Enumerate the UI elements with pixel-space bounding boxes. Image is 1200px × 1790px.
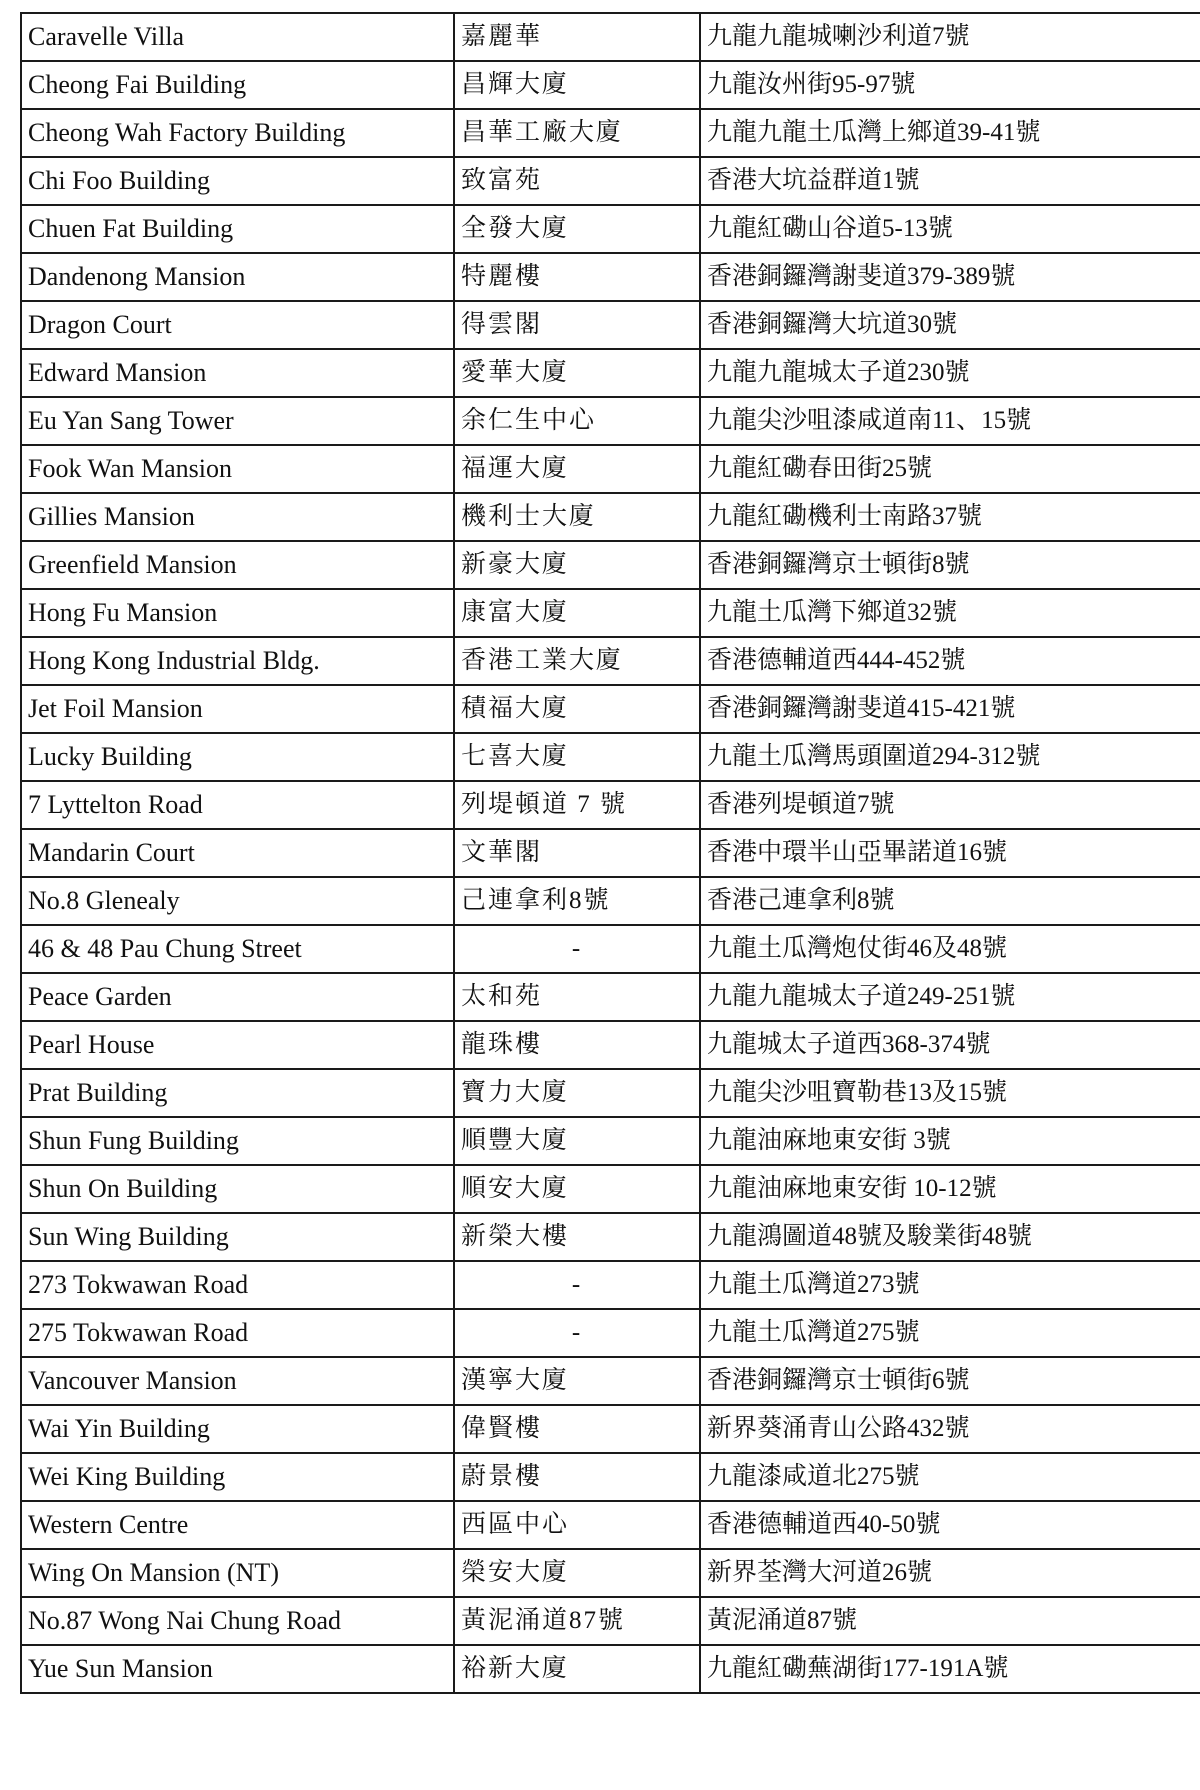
building-name-english: 275 Tokwawan Road (21, 1309, 454, 1357)
building-address: 香港中環半山亞畢諾道16號 (700, 829, 1200, 877)
table-row (21, 1069, 1200, 1117)
table-row (21, 1117, 1200, 1165)
building-address: 九龍油麻地東安街 10-12號 (700, 1165, 1200, 1213)
building-name-english: Fook Wan Mansion (21, 445, 454, 493)
building-name-chinese: 漢寧大廈 (454, 1357, 700, 1405)
building-address: 香港銅鑼灣謝斐道379-389號 (700, 253, 1200, 301)
table-row (21, 205, 1200, 253)
building-name-english: Western Centre (21, 1501, 454, 1549)
building-address: 九龍土瓜灣下鄉道32號 (700, 589, 1200, 637)
building-address: 九龍漆咸道北275號 (700, 1453, 1200, 1501)
table-row (21, 1597, 1200, 1645)
building-name-english: 7 Lyttelton Road (21, 781, 454, 829)
table-row (21, 1645, 1200, 1693)
table-row (21, 397, 1200, 445)
building-name-english: Chuen Fat Building (21, 205, 454, 253)
building-address: 黃泥涌道87號 (700, 1597, 1200, 1645)
building-name-chinese: 己連拿利8號 (454, 877, 700, 925)
building-name-chinese: 蔚景樓 (454, 1453, 700, 1501)
building-name-english: Shun On Building (21, 1165, 454, 1213)
table-row (21, 1021, 1200, 1069)
table-row (21, 1549, 1200, 1597)
building-address: 香港銅鑼灣謝斐道415-421號 (700, 685, 1200, 733)
building-name-chinese: 太和苑 (454, 973, 700, 1021)
table-row (21, 781, 1200, 829)
building-name-chinese: 西區中心 (454, 1501, 700, 1549)
table-row (21, 589, 1200, 637)
table-row (21, 301, 1200, 349)
building-address: 香港大坑益群道1號 (700, 157, 1200, 205)
building-address: 九龍土瓜灣炮仗街46及48號 (700, 925, 1200, 973)
building-address: 九龍紅磡機利士南路37號 (700, 493, 1200, 541)
building-name-english: Sun Wing Building (21, 1213, 454, 1261)
building-name-chinese: 七喜大廈 (454, 733, 700, 781)
building-address: 九龍尖沙咀寶勒巷13及15號 (700, 1069, 1200, 1117)
table-row (21, 109, 1200, 157)
building-name-chinese: 積福大廈 (454, 685, 700, 733)
building-address: 九龍紅磡山谷道5-13號 (700, 205, 1200, 253)
building-address: 九龍紅磡蕪湖街177-191A號 (700, 1645, 1200, 1693)
table-row (21, 349, 1200, 397)
table-row (21, 973, 1200, 1021)
table-row (21, 541, 1200, 589)
building-address: 香港己連拿利8號 (700, 877, 1200, 925)
building-name-english: Eu Yan Sang Tower (21, 397, 454, 445)
building-name-english: Greenfield Mansion (21, 541, 454, 589)
table-body (21, 13, 1200, 1693)
building-name-chinese: 新榮大樓 (454, 1213, 700, 1261)
table-row (21, 157, 1200, 205)
table-row (21, 829, 1200, 877)
table-row (21, 13, 1200, 61)
building-name-english: Peace Garden (21, 973, 454, 1021)
building-address: 香港銅鑼灣京士頓街8號 (700, 541, 1200, 589)
building-name-english: 273 Tokwawan Road (21, 1261, 454, 1309)
building-address: 九龍汝州街95-97號 (700, 61, 1200, 109)
table-row (21, 685, 1200, 733)
building-address: 香港列堤頓道7號 (700, 781, 1200, 829)
table-row (21, 253, 1200, 301)
building-name-english: Cheong Fai Building (21, 61, 454, 109)
building-name-english: Vancouver Mansion (21, 1357, 454, 1405)
building-name-chinese: - (454, 925, 700, 973)
building-name-chinese: - (454, 1261, 700, 1309)
building-name-english: Prat Building (21, 1069, 454, 1117)
table-row (21, 925, 1200, 973)
table-row (21, 1309, 1200, 1357)
building-name-chinese: 特麗樓 (454, 253, 700, 301)
building-name-chinese: 昌輝大廈 (454, 61, 700, 109)
table-row (21, 61, 1200, 109)
building-name-chinese: 裕新大廈 (454, 1645, 700, 1693)
building-name-english: No.87 Wong Nai Chung Road (21, 1597, 454, 1645)
table-row (21, 445, 1200, 493)
building-address: 九龍土瓜灣馬頭圍道294-312號 (700, 733, 1200, 781)
building-address: 九龍土瓜灣道275號 (700, 1309, 1200, 1357)
building-address: 香港銅鑼灣大坑道30號 (700, 301, 1200, 349)
building-address: 新界葵涌青山公路432號 (700, 1405, 1200, 1453)
building-name-english: Lucky Building (21, 733, 454, 781)
building-list-table (20, 12, 1200, 1694)
table-row (21, 733, 1200, 781)
building-name-english: No.8 Glenealy (21, 877, 454, 925)
building-name-english: Wing On Mansion (NT) (21, 1549, 454, 1597)
building-name-english: Chi Foo Building (21, 157, 454, 205)
table-row (21, 1261, 1200, 1309)
table-row (21, 1213, 1200, 1261)
building-name-chinese: 寶力大廈 (454, 1069, 700, 1117)
building-name-english: Shun Fung Building (21, 1117, 454, 1165)
building-address: 九龍九龍城太子道230號 (700, 349, 1200, 397)
building-name-english: Yue Sun Mansion (21, 1645, 454, 1693)
building-address: 九龍九龍城太子道249-251號 (700, 973, 1200, 1021)
building-address: 九龍鴻圖道48號及駿業街48號 (700, 1213, 1200, 1261)
table-row (21, 637, 1200, 685)
building-name-english: Wei King Building (21, 1453, 454, 1501)
building-name-english: Hong Fu Mansion (21, 589, 454, 637)
table-row (21, 1405, 1200, 1453)
table-row (21, 877, 1200, 925)
building-name-chinese: 偉賢樓 (454, 1405, 700, 1453)
building-name-chinese: 龍珠樓 (454, 1021, 700, 1069)
building-name-english: Dragon Court (21, 301, 454, 349)
building-address: 九龍尖沙咀漆咸道南11、15號 (700, 397, 1200, 445)
table-row (21, 1453, 1200, 1501)
building-name-chinese: 致富苑 (454, 157, 700, 205)
building-name-english: Gillies Mansion (21, 493, 454, 541)
building-name-chinese: 全發大廈 (454, 205, 700, 253)
table-row (21, 1501, 1200, 1549)
building-name-english: Mandarin Court (21, 829, 454, 877)
building-name-chinese: 順安大廈 (454, 1165, 700, 1213)
building-name-chinese: 順豐大廈 (454, 1117, 700, 1165)
building-address: 新界荃灣大河道26號 (700, 1549, 1200, 1597)
table-row (21, 1357, 1200, 1405)
building-name-chinese: 余仁生中心 (454, 397, 700, 445)
building-address: 香港德輔道西40-50號 (700, 1501, 1200, 1549)
building-name-chinese: 昌華工廠大廈 (454, 109, 700, 157)
building-name-chinese: 榮安大廈 (454, 1549, 700, 1597)
building-name-chinese: 機利士大廈 (454, 493, 700, 541)
building-name-chinese: 康富大廈 (454, 589, 700, 637)
table-row (21, 493, 1200, 541)
building-name-chinese: 黃泥涌道87號 (454, 1597, 700, 1645)
building-name-chinese: 嘉麗華 (454, 13, 700, 61)
building-name-english: Edward Mansion (21, 349, 454, 397)
building-name-english: 46 & 48 Pau Chung Street (21, 925, 454, 973)
building-name-chinese: 得雲閣 (454, 301, 700, 349)
building-name-chinese: - (454, 1309, 700, 1357)
building-name-english: Caravelle Villa (21, 13, 454, 61)
building-address: 香港德輔道西444-452號 (700, 637, 1200, 685)
building-address: 九龍九龍土瓜灣上鄉道39-41號 (700, 109, 1200, 157)
building-name-chinese: 新豪大廈 (454, 541, 700, 589)
table-row (21, 1165, 1200, 1213)
building-name-english: Wai Yin Building (21, 1405, 454, 1453)
building-name-chinese: 愛華大廈 (454, 349, 700, 397)
building-address: 九龍土瓜灣道273號 (700, 1261, 1200, 1309)
building-address: 香港銅鑼灣京士頓街6號 (700, 1357, 1200, 1405)
building-name-chinese: 福運大廈 (454, 445, 700, 493)
building-address: 九龍城太子道西368-374號 (700, 1021, 1200, 1069)
building-address: 九龍油麻地東安街 3號 (700, 1117, 1200, 1165)
building-name-chinese: 文華閣 (454, 829, 700, 877)
building-name-chinese: 列堤頓道 7 號 (454, 781, 700, 829)
building-address: 九龍九龍城喇沙利道7號 (700, 13, 1200, 61)
building-name-english: Dandenong Mansion (21, 253, 454, 301)
building-name-english: Jet Foil Mansion (21, 685, 454, 733)
building-name-english: Hong Kong Industrial Bldg. (21, 637, 454, 685)
building-name-chinese: 香港工業大廈 (454, 637, 700, 685)
building-address: 九龍紅磡春田街25號 (700, 445, 1200, 493)
building-name-english: Cheong Wah Factory Building (21, 109, 454, 157)
building-name-english: Pearl House (21, 1021, 454, 1069)
